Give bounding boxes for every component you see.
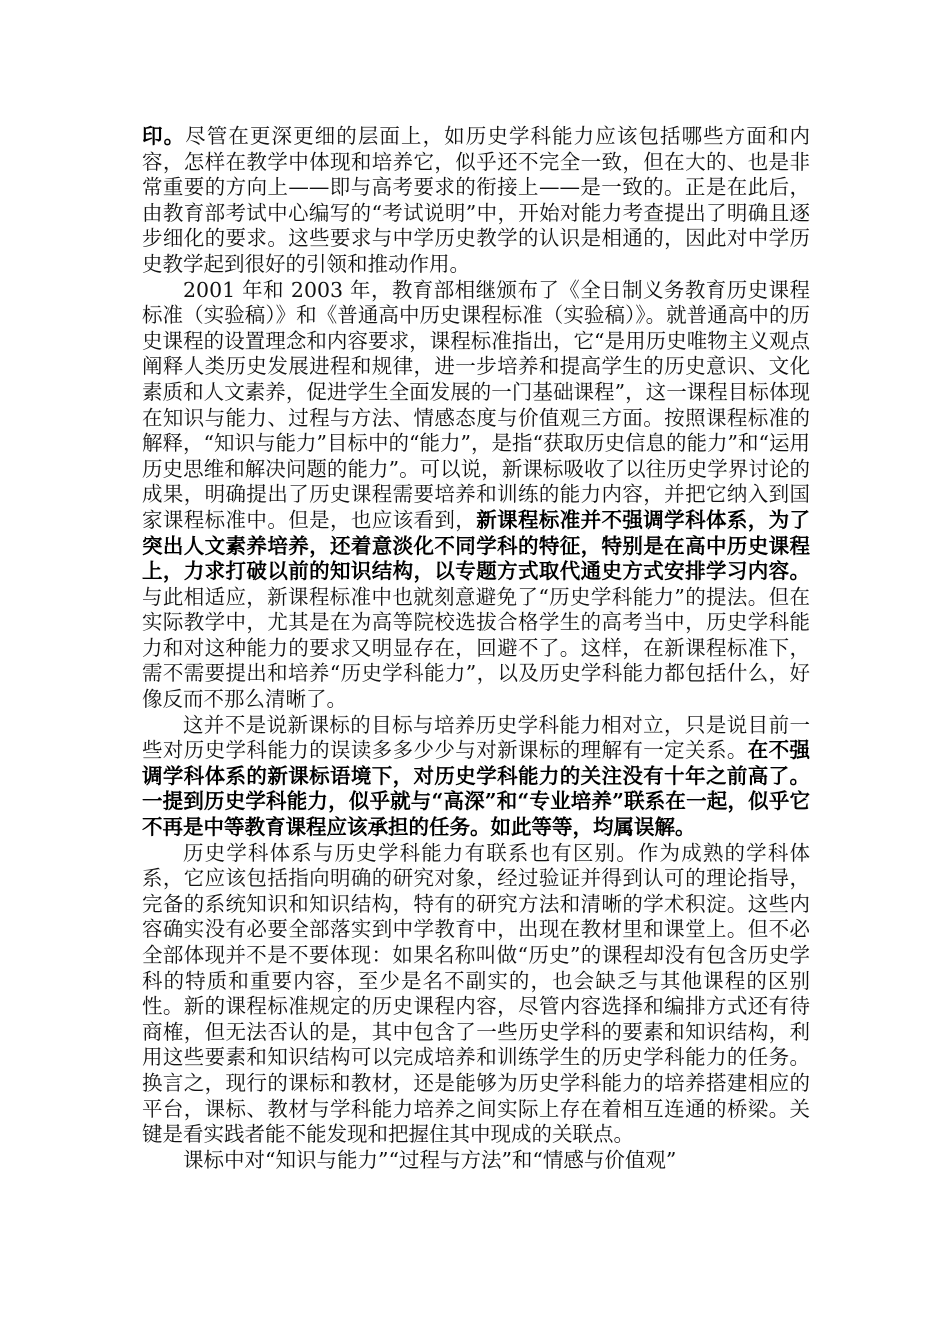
text-run-bold: 新课程标准并不强调学科体系，为了突出人文素养培养，还着意淡化不同学科的特征，特别是在高中历史课程上，力求打破以前的知识结构，以专题方式取代通史方式安排学习内容。 bbox=[142, 507, 811, 584]
text-run: 历史学科体系与历史学科能力有联系也有区别。作为成熟的学科体系，它应该包括指向明确的研究对象，经过验证并得到认可的理论指导，完备的系统知识和知识结构，特有的研究方法和清晰的学术积淀。这些内容确实没有必要全部落实到中学教育中，出现在教材里和课堂上。但不必全部体现并不是不要体现：如果名称叫做“历史”的课程却没有包含历史学科的特质和重要内容，至少是名不副实的，也会缺乏与其他课程的区别性。新的课程标准规定的历史课程内容，尽管内容选择和编排方式还有待商榷，但无法否认的是，其中包含了一些历史学科的要素和知识结构，利用这些要素和知识结构可以完成培养和训练学生的历史学科能力的任务。换言之，现行的课标和教材，还是能够为历史学科能力的培养搭建相应的平台，课标、教材与学科能力培养之间实际上存在着相互连通的桥梁。关键是看实践者能不能发现和把握住其中现成的关联点。 bbox=[142, 840, 810, 1147]
text-run: 这并不是说新课标的目标与培养历史学科能力相对立，只是说目前一些对历史学科能力的误读多多少少与对新课标的理解有一定关系。 bbox=[142, 712, 810, 763]
text-run: 尽管在更深更细的层面上，如历史学科能力应该包括哪些方面和内容，怎样在教学中体现和培养它，似乎还不完全一致，但在大的、也是非常重要的方向上——即与高考要求的衔接上——是一致的。正是在此后，由教育部考试中心编写的“考试说明”中，开始对能力考查提出了明确且逐步细化的要求。这些要求与中学历史教学的认识是相通的，因此对中学历史教学起到很好的引领和推动作用。 bbox=[142, 124, 811, 276]
text-run: 与此相适应，新课程标准中也就刻意避免了“历史学科能力”的提法。但在实际教学中，尤其是在为高等院校选拔合格学生的高考当中，历史学科能力和对这种能力的要求又明显存在，回避不了。这样，在新课程标准下，需不需要提出和培养“历史学科能力”，以及历史学科能力都包括什么，好像反而不那么清晰了。 bbox=[142, 584, 810, 712]
text-run-bold: 在不强调学科体系的新课标语境下，对历史学科能力的关注没有十年之前高了。一提到历史学科能力，似乎就与“高深”和“专业培养”联系在一起，似乎它不再是中等教育课程应该承担的任务。如此等等，均属误解。 bbox=[142, 738, 811, 840]
paragraph-1 bbox=[142, 124, 810, 278]
text-run: 印。 bbox=[142, 124, 186, 148]
paragraph-3 bbox=[142, 713, 810, 841]
text-run: 2001 年和 2003 年，教育部相继颁布了《全日制义务教育历史课程标准（实验稿）》和《普通高中历史课程标准（实验稿）》。就普通高中的历史课程的设置理念和内容要求，课程标准指出，它“是用历史唯物主义观点阐释人类历史发展进程和规律，进一步培养和提高学生的历史意识、文化素质和人文素养，促进学生全面发展的一门基础课程”，这一课程目标体现在知识与能力、过程与方法、情感态度与价值观三方面。按照课程标准的解释，“知识与能力”目标中的“能力”，是指“获取历史信息的能力”和“运用历史思维和解决问题的能力”。可以说，新课标吸收了以往历史学界讨论的成果，明确提出了历史课程需要培养和训练的能力内容，并把它纳入到国家课程标准中。但是，也应该看到， bbox=[142, 277, 810, 532]
text-run: 课标中对“知识与能力”“过程与方法”和“情感与价值观” bbox=[183, 1147, 677, 1172]
paragraph-2 bbox=[142, 278, 810, 713]
paragraph-5 bbox=[142, 1148, 810, 1174]
paragraph-4 bbox=[142, 841, 810, 1148]
document-body bbox=[142, 124, 810, 1173]
